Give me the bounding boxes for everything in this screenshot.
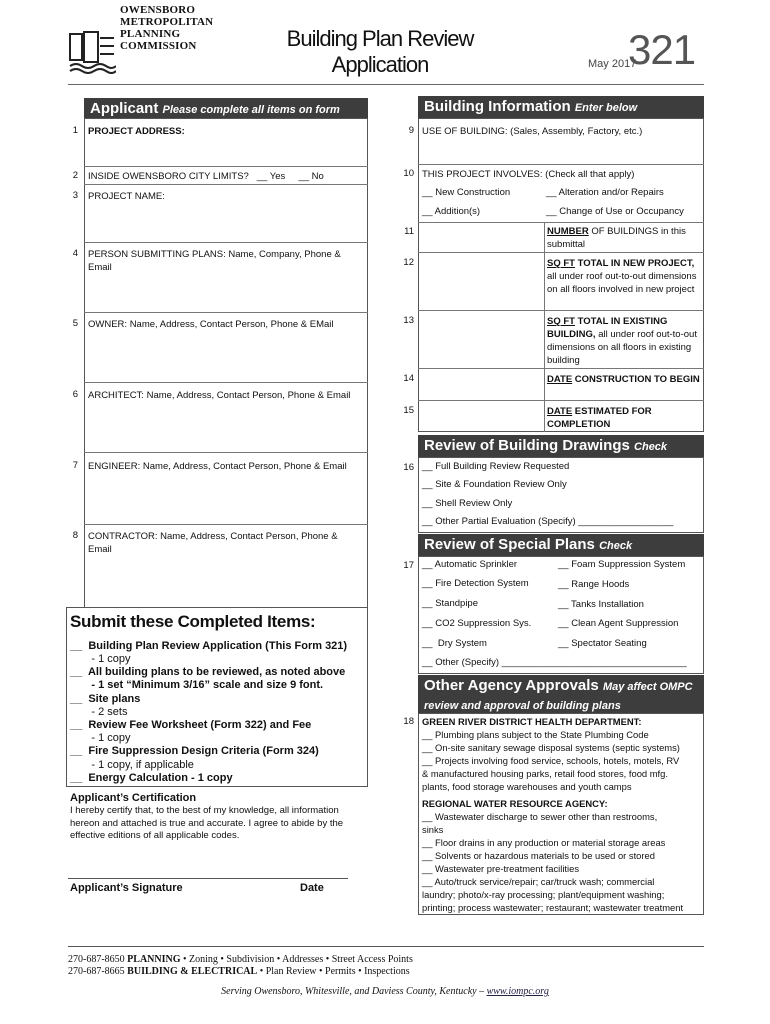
- divider: [84, 524, 368, 525]
- special-heading: [418, 534, 704, 556]
- label-text: all under roof out-to-out dimensions on all floors involved in new project: [547, 271, 697, 295]
- contractor-field[interactable]: CONTRACTOR: Name, Address, Contact Person, Phone & Email: [88, 531, 338, 555]
- item-number: 12: [403, 257, 414, 268]
- sprinkler-checkbox[interactable]: __ Automatic Sprinkler: [422, 559, 518, 570]
- org-line: PLANNING: [120, 28, 181, 40]
- owner-field[interactable]: OWNER: Name, Address, Contact Person, Phone & EMail: [88, 319, 334, 330]
- item-number: 14: [403, 373, 414, 384]
- divider: [544, 222, 545, 432]
- architect-field[interactable]: ARCHITECT: Name, Address, Contact Person, Phone & Email: [88, 390, 351, 401]
- sqft-new-label: [547, 257, 702, 296]
- change-of-use-checkbox[interactable]: __ Change of Use or Occupancy: [546, 206, 684, 217]
- submit-item[interactable]: __ Fire Suppression Design Criteria (Form 324): [70, 745, 319, 757]
- number-of-buildings-label: [547, 225, 702, 251]
- water-agency-title: REGIONAL WATER RESOURCE AGENCY:: [422, 798, 608, 809]
- agency-heading-text: Other Agency Approvals: [424, 677, 599, 694]
- applicant-heading: [84, 98, 368, 118]
- ompc-logo: [68, 28, 116, 74]
- planning-dept: PLANNING: [127, 954, 181, 965]
- footer-building: [68, 966, 410, 977]
- drawings-heading-text: Review of Building Drawings: [424, 437, 630, 454]
- signature-line[interactable]: [68, 878, 348, 879]
- floor-drains-checkbox[interactable]: __ Floor drains in any production or material storage areas: [422, 837, 666, 848]
- partial-evaluation-checkbox[interactable]: __ Other Partial Evaluation (Specify) __________________: [422, 516, 674, 527]
- sqft-existing-label: [547, 315, 702, 367]
- drawings-heading-note: Check: [634, 441, 668, 453]
- certification-heading: Applicant’s Certification: [70, 792, 197, 804]
- submit-item-copy: - 2 sets: [70, 706, 128, 718]
- project-name-field[interactable]: PROJECT NAME:: [88, 191, 165, 202]
- co2-checkbox[interactable]: __ CO2 Suppression Sys.: [422, 618, 532, 629]
- title-line-2: Application: [331, 52, 429, 77]
- wastewater-checkbox[interactable]: __ Wastewater discharge to sewer other than restrooms,: [422, 811, 658, 822]
- submit-item[interactable]: __ All building plans to be reviewed, as noted above: [70, 666, 346, 678]
- form-date: May 2017: [588, 58, 637, 70]
- serving-text: Serving Owensboro, Whitesville, and Daviess County, Kentucky –: [221, 986, 487, 997]
- divider: [418, 310, 704, 311]
- engineer-field[interactable]: ENGINEER: Name, Address, Contact Person, Phone & Email: [88, 461, 347, 472]
- divider: [418, 222, 704, 223]
- building-heading-text: Building Information: [424, 98, 571, 115]
- agency-heading-note: May affect OMPC: [602, 681, 693, 693]
- agency-heading: [418, 675, 704, 713]
- org-line: COMMISSION: [120, 40, 197, 52]
- form-number: 321: [628, 26, 696, 73]
- label-bold: TOTAL IN NEW PROJECT,: [574, 258, 695, 269]
- health-line: plants, food storage warehouses and youth camps: [422, 781, 632, 792]
- divider: [418, 164, 704, 165]
- item-number: 18: [403, 716, 414, 727]
- applicant-heading-note: Please complete all items on form: [162, 104, 340, 116]
- divider: [418, 252, 704, 253]
- divider: [84, 452, 368, 453]
- divider: [84, 184, 368, 185]
- label-bold: CONSTRUCTION TO BEGIN: [572, 374, 700, 385]
- label-bold: TOTAL IN EXISTING BUILDING,: [547, 316, 668, 340]
- construction-begin-label: [547, 373, 702, 386]
- spectator-seating-checkbox[interactable]: __ Spectator Seating: [558, 638, 647, 649]
- special-heading-note: Check: [599, 540, 633, 552]
- building-heading: [418, 96, 704, 118]
- building-heading-note: Enter below: [574, 102, 638, 114]
- item-number: 1: [72, 125, 78, 136]
- planning-phone: 270-687-8650: [68, 954, 125, 965]
- submit-heading: Submit these Completed Items:: [70, 612, 316, 631]
- planning-services: • Zoning • Subdivision • Addresses • Street Access Points: [180, 954, 413, 965]
- label-key: SQ FT: [547, 258, 575, 269]
- city-limits-field[interactable]: INSIDE OWENSBORO CITY LIMITS? __ Yes __ No: [88, 171, 324, 182]
- submit-item-copy: - 1 set “Minimum 3/16” scale and size 9 font.: [70, 679, 324, 691]
- building-dept: BUILDING & ELECTRICAL: [127, 966, 258, 977]
- submit-item[interactable]: __ Review Fee Worksheet (Form 322) and Fee: [70, 719, 312, 731]
- submit-item-copy: - 1 copy: [70, 732, 131, 744]
- foam-checkbox[interactable]: __ Foam Suppression System: [558, 559, 686, 570]
- alteration-checkbox[interactable]: __ Alteration and/or Repairs: [546, 187, 664, 198]
- signature-label: Applicant’s Signature: [70, 882, 183, 894]
- solvents-checkbox[interactable]: __ Solvents or hazardous materials to be used or stored: [422, 850, 655, 861]
- label-bold: ESTIMATED FOR COMPLETION: [547, 406, 652, 430]
- water-line: laundry; photo/x-ray processing; plant/equipment washing;: [422, 889, 665, 900]
- septic-checkbox[interactable]: __ On-site sanitary sewage disposal systems (septic systems): [422, 742, 680, 753]
- item-number: 17: [403, 560, 414, 571]
- divider: [418, 400, 704, 401]
- certification-text: I hereby certify that, to the best of my knowledge, all information hereon and attached is true and accurate. I agree to abide by the effective editions of all applicable codes.: [70, 805, 344, 841]
- site-foundation-checkbox[interactable]: __ Site & Foundation Review Only: [422, 479, 567, 490]
- item-number: 6: [72, 389, 78, 400]
- item-number: 7: [72, 460, 78, 471]
- submit-item[interactable]: __ Site plans: [70, 693, 141, 705]
- label-key: SQ FT: [547, 316, 575, 327]
- water-agency-block: [422, 797, 704, 914]
- building-phone: 270-687-8665: [68, 966, 125, 977]
- org-name: [120, 4, 213, 52]
- standpipe-checkbox[interactable]: __ Standpipe: [422, 598, 478, 609]
- water-line: sinks: [422, 824, 444, 835]
- other-special-checkbox[interactable]: __ Other (Specify) ___________________________________: [422, 657, 687, 668]
- header-divider: [68, 84, 704, 85]
- health-department-block: [422, 715, 704, 793]
- project-involves-label: THIS PROJECT INVOLVES: (Check all that apply): [422, 169, 635, 180]
- divider: [84, 242, 368, 243]
- item-number: 2: [72, 170, 78, 181]
- pretreatment-checkbox[interactable]: __ Wastewater pre-treatment facilities: [422, 863, 580, 874]
- org-line: OWENSBORO: [120, 4, 196, 16]
- submit-item-copy: - 1 copy, if applicable: [70, 759, 194, 771]
- new-construction-checkbox[interactable]: __ New Construction: [422, 187, 511, 198]
- health-line: & manufactured housing parks, retail food stores, food mfg.: [422, 768, 668, 779]
- fire-detection-checkbox[interactable]: __ Fire Detection System: [422, 578, 529, 589]
- website-link[interactable]: www.iompc.org: [486, 986, 549, 997]
- food-service-checkbox[interactable]: __ Projects involving food service, schools, hotels, motels, RV: [422, 755, 680, 766]
- item-number: 10: [403, 168, 414, 179]
- divider: [418, 368, 704, 369]
- tanks-checkbox[interactable]: __ Tanks Installation: [558, 599, 644, 610]
- item-number: 3: [72, 190, 78, 201]
- date-label: Date: [300, 882, 324, 894]
- dry-system-checkbox[interactable]: __ Dry System: [422, 638, 487, 649]
- label-key: DATE: [547, 406, 573, 417]
- divider: [84, 166, 368, 167]
- item-number: 4: [72, 248, 78, 259]
- item-number: 16: [403, 462, 414, 473]
- drawings-heading: [418, 435, 704, 457]
- title-line-1: Building Plan Review: [286, 26, 474, 51]
- use-of-building-field[interactable]: USE OF BUILDING: (Sales, Assembly, Factory, etc.): [422, 126, 643, 137]
- plumbing-checkbox[interactable]: __ Plumbing plans subject to the State Plumbing Code: [422, 729, 649, 740]
- label-key: DATE: [547, 374, 573, 385]
- auto-service-checkbox[interactable]: __ Auto/truck service/repair; car/truck wash; commercial: [422, 876, 655, 887]
- divider: [84, 382, 368, 383]
- label-key: NUMBER: [547, 226, 589, 237]
- building-services: • Plan Review • Permits • Inspections: [257, 966, 410, 977]
- project-address-field[interactable]: PROJECT ADDRESS:: [88, 126, 185, 137]
- footer-divider: [68, 946, 704, 947]
- item-number: 8: [72, 530, 78, 541]
- shell-review-checkbox[interactable]: __ Shell Review Only: [422, 498, 513, 509]
- health-department-title: GREEN RIVER DISTRICT HEALTH DEPARTMENT:: [422, 716, 642, 727]
- addition-checkbox[interactable]: __ Addition(s): [422, 206, 481, 217]
- completion-date-label: [547, 405, 702, 431]
- agency-heading-note-2: review and approval of building plans: [424, 700, 621, 712]
- special-heading-text: Review of Special Plans: [424, 536, 595, 553]
- label-text: all under roof out-to-out dimensions on all floors in existing building: [547, 329, 697, 366]
- person-submitting-field[interactable]: PERSON SUBMITTING PLANS: Name, Company, Phone & Email: [88, 249, 341, 273]
- divider: [84, 312, 368, 313]
- footer-serving: [0, 986, 770, 997]
- applicant-heading-text: Applicant: [90, 100, 159, 117]
- item-number: 13: [403, 315, 414, 326]
- range-hoods-checkbox[interactable]: __ Range Hoods: [558, 579, 630, 590]
- full-review-checkbox[interactable]: __ Full Building Review Requested: [422, 461, 570, 472]
- item-number: 15: [403, 405, 414, 416]
- item-number: 11: [404, 226, 414, 237]
- item-number: 5: [72, 318, 78, 329]
- water-line: printing; process wastewater; restaurant; wastewater treatment: [422, 902, 684, 913]
- page-title: [270, 26, 490, 78]
- footer-planning: [68, 954, 413, 965]
- clean-agent-checkbox[interactable]: __ Clean Agent Suppression: [558, 618, 679, 629]
- label-text: OF BUILDINGS in this submittal: [547, 226, 686, 250]
- submit-item-copy: - 1 copy: [70, 653, 131, 665]
- org-line: METROPOLITAN: [120, 16, 214, 28]
- item-number: 9: [408, 125, 414, 136]
- submit-item[interactable]: __ Building Plan Review Application (This Form 321): [70, 640, 348, 652]
- submit-item[interactable]: __ Energy Calculation - 1 copy: [70, 772, 233, 784]
